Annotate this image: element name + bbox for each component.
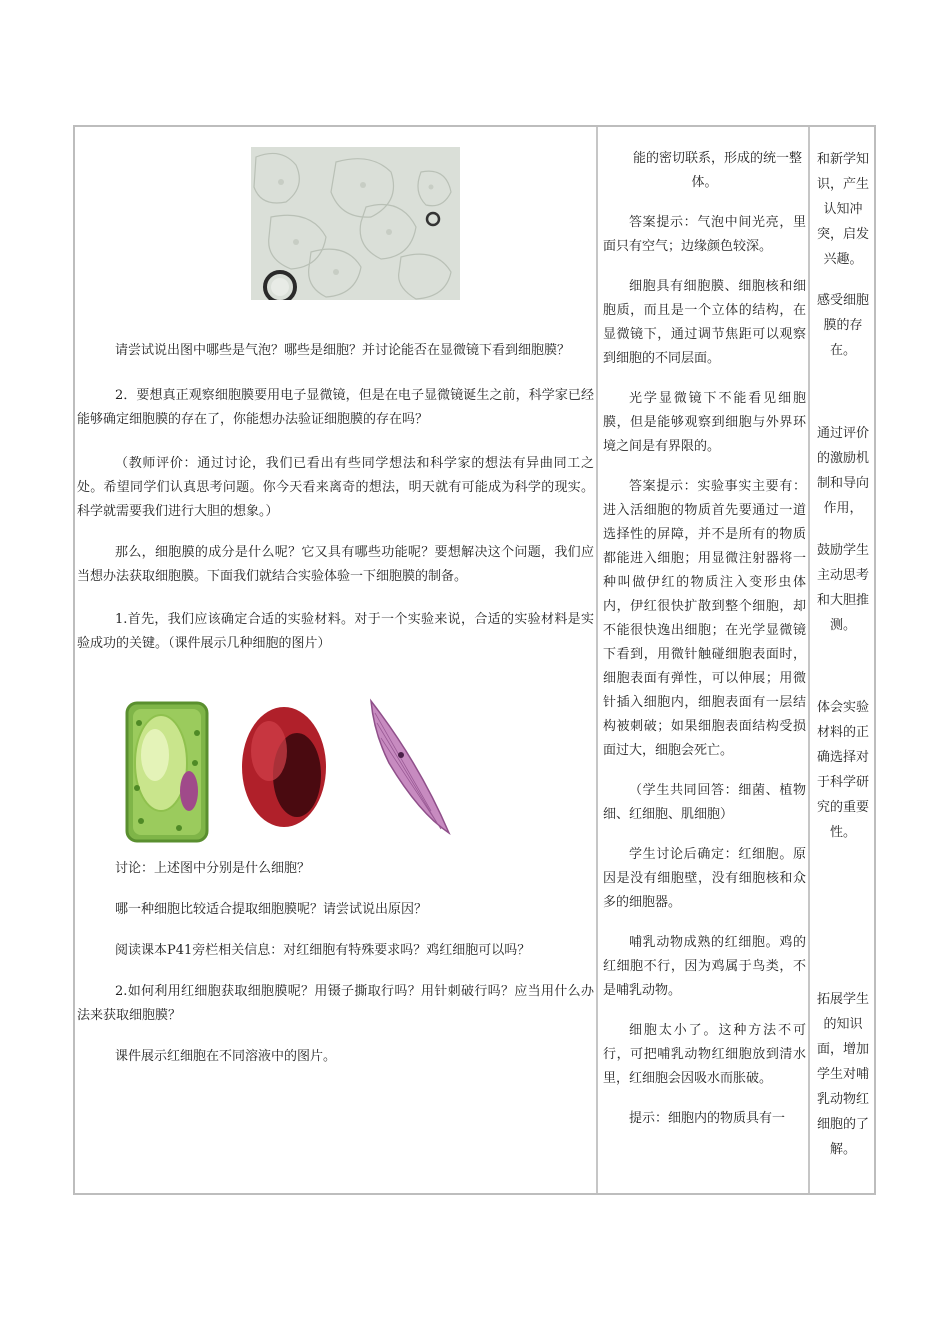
paragraph: 细胞太小了。这种方法不可行，可把哺乳动物红细胞放到清水里，红细胞会因吸水而胀破。 (603, 1023, 806, 1086)
paragraph: 感受细胞膜的存在。 (816, 293, 869, 358)
paragraph: 光学显微镜下不能看见细胞膜，但是能够观察到细胞与外界环境之间是有界限的。 (603, 391, 806, 454)
paragraph: 答案提示：气泡中间光亮，里面只有空气；边缘颜色较深。 (603, 215, 806, 254)
paragraph: 提示：细胞内的物质具有一 (629, 1111, 786, 1126)
student-activity-column (601, 127, 808, 1193)
paragraph: 那么，细胞膜的成分是什么呢？它又具有哪些功能呢？要想解决这个问题，我们应当想办法获取细胞膜。下面我们就结合实验体验一下细胞膜的制备。 (77, 545, 594, 584)
paragraph: （教师评价：通过讨论，我们已看出有些同学想法和科学家的想法有异曲同工之处。希望同学们认真思考问题。你今天看来离奇的想法，明天就有可能成为科学的现实。科学就需要我们进行大胆的想象。） (77, 456, 594, 519)
paragraph: 哺乳动物成熟的红细胞。鸡的红细胞不行，因为鸡属于鸟类，不是哺乳动物。 (603, 935, 806, 998)
paragraph: 学生讨论后确定：红细胞。原因是没有细胞壁，没有细胞核和众多的细胞器。 (603, 847, 806, 910)
paragraph: 通过评价的激励机制和导向作用， (816, 426, 869, 516)
column-divider-1 (596, 127, 598, 1193)
lesson-table (73, 125, 876, 1195)
paragraph: 讨论：上述图中分别是什么细胞？ (115, 861, 311, 876)
paragraph: 拓展学生的知识面，增加学生对哺乳动物红细胞的了解。 (816, 992, 869, 1157)
paragraph: 1.首先，我们应该确定合适的实验材料。对于一个实验来说，合适的实验材料是实验成功的关键。（课件展示几种细胞的图片） (77, 612, 594, 651)
paragraph: 答案提示：实验事实主要有：进入活细胞的物质首先要通过一道选择性的屏障，并不是所有的物质都能进入细胞；用显微注射器将一种叫做伊红的物质注入变形虫体内，伊红很快扩散到整个细胞，却不能很快逸出细胞；在光学显微镜下看到，用微针触碰细胞表面时，细胞表面有弹性，可以伸展；用微针插入细胞内，细胞表面有一层结构被刺破；如果细胞表面结构受损面过大，细胞会死亡。 (603, 479, 806, 758)
paragraph: 2.如何利用红细胞获取细胞膜呢？用镊子撕取行吗？用针刺破行吗？应当用什么办法来获取细胞膜？ (77, 984, 594, 1023)
paragraph: 和新学知识，产生认知冲突，启发兴趣。 (816, 152, 869, 267)
paragraph: 课件展示红细胞在不同溶液中的图片。 (115, 1049, 337, 1064)
cell-types-image (119, 693, 463, 845)
paragraph: 哪一种细胞比较适合提取细胞膜呢？请尝试说出原因？ (115, 902, 428, 917)
paragraph: 2．要想真正观察细胞膜要用电子显微镜，但是在电子显微镜诞生之前，科学家已经能够确定细胞膜的存在了，你能想办法验证细胞膜的存在吗？ (77, 388, 594, 427)
design-intent-column (812, 127, 874, 1193)
paragraph: 能的密切联系，形成的统一整体。 (632, 151, 802, 190)
paragraph: 鼓励学生主动思考和大胆推测。 (816, 543, 869, 633)
column-divider-2 (808, 127, 810, 1193)
paragraph: 阅读课本P41旁栏相关信息：对红细胞有特殊要求吗？鸡红细胞可以吗？ (115, 943, 531, 958)
paragraph: 请尝试说出图中哪些是气泡？哪些是细胞？并讨论能否在显微镜下看到细胞膜？ (115, 343, 571, 358)
paragraph: （学生共同回答：细菌、植物细、红细胞、肌细胞） (603, 783, 806, 822)
paragraph: 体会实验材料的正确选择对于科学研究的重要性。 (816, 700, 869, 840)
paragraph: 细胞具有细胞膜、细胞核和细胞质，而且是一个立体的结构，在显微镜下，通过调节焦距可以观察到细胞的不同层面。 (603, 279, 806, 366)
teacher-activity-column (75, 127, 596, 1193)
microscope-photo (251, 147, 460, 300)
